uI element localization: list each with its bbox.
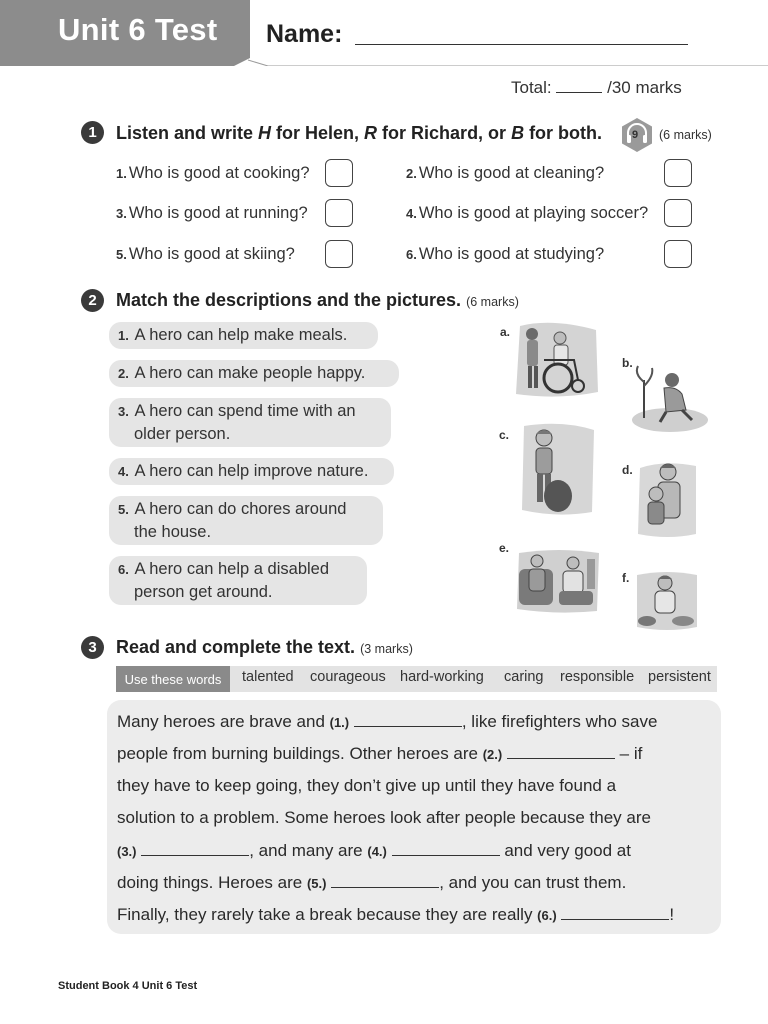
word-bank-word: responsible bbox=[560, 669, 635, 685]
gap-5[interactable] bbox=[331, 887, 439, 888]
audio-track-number: 9 bbox=[632, 129, 639, 141]
section-3-number: 3 bbox=[81, 636, 104, 659]
answer-box-4[interactable] bbox=[664, 199, 692, 227]
text-line-6: doing things. Heroes are (5.) , and you can trust them. bbox=[117, 873, 627, 892]
picture-label-c: c. bbox=[499, 428, 510, 442]
word-bank-word: persistent bbox=[648, 669, 711, 685]
section-1-marks: (6 marks) bbox=[659, 128, 712, 142]
text-line-7: Finally, they rarely take a break because they are really (6.) ! bbox=[117, 905, 675, 924]
name-label: Name: bbox=[266, 20, 343, 48]
description-3[interactable]: 3. A hero can spend time with an older person. bbox=[109, 398, 391, 447]
question-5: 5. Who is good at skiing? bbox=[116, 245, 295, 263]
section-1-instruction: Listen and write H for Helen, R for Richard, or B for both. bbox=[116, 123, 603, 143]
name-input-line[interactable] bbox=[355, 44, 688, 45]
footer-text: Student Book 4 Unit 6 Test bbox=[58, 980, 198, 992]
picture-d-hug[interactable] bbox=[634, 458, 700, 540]
word-bank-label: Use these words bbox=[116, 666, 230, 692]
text-line-4: solution to a problem. Some heroes look after people because they are bbox=[117, 808, 651, 827]
gap-1[interactable] bbox=[354, 726, 462, 727]
text-line-3: they have to keep going, they don’t give up until they have found a bbox=[117, 776, 617, 795]
gap-2[interactable] bbox=[507, 758, 615, 759]
question-4: 4. Who is good at playing soccer? bbox=[406, 204, 649, 222]
word-bank-word: talented bbox=[242, 669, 294, 685]
section-1-number: 1 bbox=[81, 121, 104, 144]
picture-label-a: a. bbox=[500, 325, 511, 339]
question-2: 2. Who is good at cleaning? bbox=[406, 164, 605, 182]
picture-c-boy-with-trash-bag[interactable] bbox=[518, 422, 598, 518]
description-5[interactable]: 5. A hero can do chores around the house. bbox=[109, 496, 383, 545]
text-line-1: Many heroes are brave and (1.) , like firefighters who save bbox=[117, 712, 658, 731]
word-bank-word: hard-working bbox=[400, 669, 484, 685]
total-suffix: /30 marks bbox=[607, 78, 682, 97]
answer-box-6[interactable] bbox=[664, 240, 692, 268]
picture-e-sitting-with-older-person[interactable] bbox=[515, 547, 601, 615]
word-bank-word: caring bbox=[504, 669, 544, 685]
picture-label-b: b. bbox=[622, 356, 633, 370]
picture-label-d: d. bbox=[622, 463, 633, 477]
text-line-2: people from burning buildings. Other heroes are (2.) – if bbox=[117, 744, 643, 763]
picture-label-f: f. bbox=[622, 571, 630, 585]
section-2-instruction: Match the descriptions and the pictures. (6 marks) bbox=[116, 290, 519, 310]
text-line-5: (3.) , and many are (4.) and very good at bbox=[117, 841, 631, 860]
answer-box-2[interactable] bbox=[664, 159, 692, 187]
answer-box-5[interactable] bbox=[325, 240, 353, 268]
gap-4[interactable] bbox=[392, 855, 500, 856]
total-prefix: Total: bbox=[511, 78, 552, 97]
gap-3[interactable] bbox=[141, 855, 249, 856]
description-6[interactable]: 6. A hero can help a disabled person get around. bbox=[109, 556, 367, 605]
section-3-instruction: Read and complete the text. (3 marks) bbox=[116, 637, 413, 657]
section-2-number: 2 bbox=[81, 289, 104, 312]
picture-b-planting-tree[interactable] bbox=[624, 360, 710, 434]
description-2[interactable]: 2. A hero can make people happy. bbox=[109, 360, 399, 387]
total-marks bbox=[511, 78, 682, 98]
question-3: 3. Who is good at running? bbox=[116, 204, 308, 222]
audio-track-badge[interactable] bbox=[619, 117, 655, 153]
description-1[interactable]: 1. A hero can help make meals. bbox=[109, 322, 378, 349]
description-4[interactable]: 4. A hero can help improve nature. bbox=[109, 458, 394, 485]
word-bank-word: courageous bbox=[310, 669, 386, 685]
unit-title: Unit 6 Test bbox=[58, 12, 218, 47]
total-score-blank[interactable] bbox=[556, 78, 602, 93]
picture-f-making-meals[interactable] bbox=[633, 569, 701, 633]
gap-6[interactable] bbox=[561, 919, 669, 920]
question-6: 6. Who is good at studying? bbox=[406, 245, 605, 263]
picture-a-wheelchair[interactable] bbox=[512, 320, 600, 398]
picture-label-e: e. bbox=[499, 541, 510, 555]
answer-box-1[interactable] bbox=[325, 159, 353, 187]
question-1: 1. Who is good at cooking? bbox=[116, 164, 310, 182]
answer-box-3[interactable] bbox=[325, 199, 353, 227]
